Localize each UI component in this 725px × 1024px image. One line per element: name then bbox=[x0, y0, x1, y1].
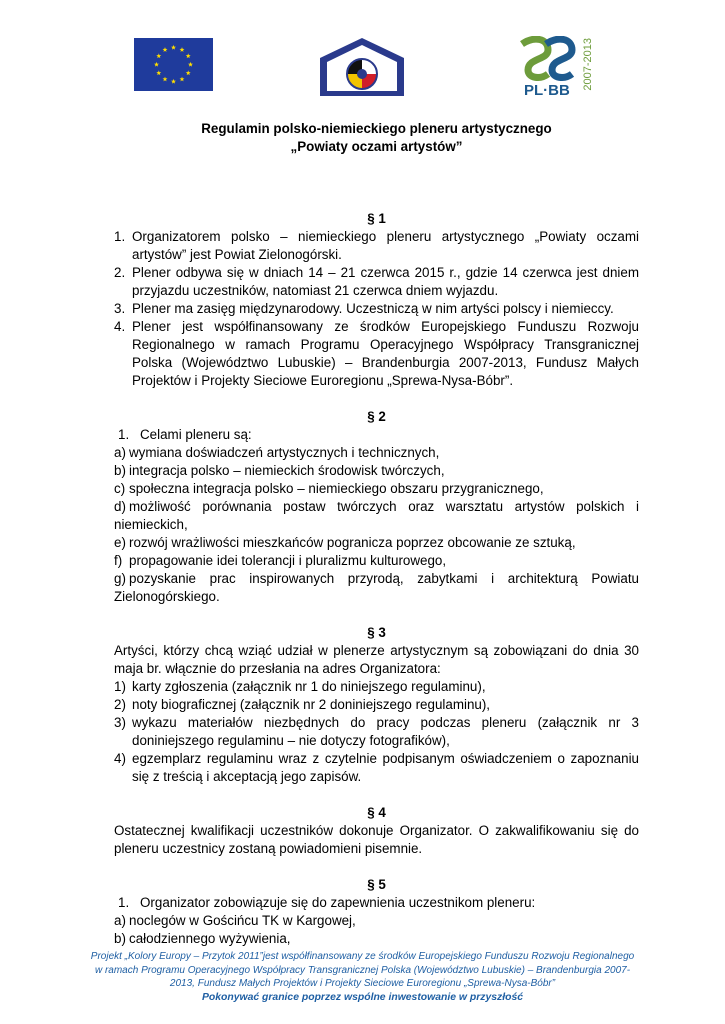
section-2-goals-list-cont2 bbox=[114, 534, 639, 570]
list-item: 1. Organizator zobowiązuje się do zapewnienia uczestnikom pleneru: bbox=[118, 895, 536, 910]
list-item: 1. Celami pleneru są: bbox=[118, 427, 252, 442]
list-item: 4) egzemplarz regulaminu wraz z czytelnie podpisanym oświadczeniem o zapoznaniu się z treścią i akceptacją jego zapisów. bbox=[114, 751, 639, 784]
footer-line-2: w ramach Programu Operacyjnego Współpracy Transgranicznej Polska (Województwo Lubuskie) – Brandenburgia 2007- bbox=[94, 964, 631, 976]
list-item: 1) karty zgłoszenia (załącznik nr 1 do niniejszego regulaminu), bbox=[114, 679, 486, 694]
euroregion-logo bbox=[318, 36, 406, 98]
section-3-intro: Artyści, którzy chcą wziąć udział w plenerze artystycznym są zobowiązani do dnia 30 maja br. włącznie do przesłania na adres Organizatora: bbox=[114, 643, 639, 676]
section-2-goals-list-cont bbox=[114, 498, 639, 534]
list-item: 3. Plener ma zasięg międzynarodowy. Uczestniczą w nim artyści polscy i niemieccy. bbox=[114, 301, 614, 316]
section-5-heading: § 5 bbox=[367, 877, 386, 892]
list-item: 2. Plener odbywa się w dniach 14 – 21 czerwca 2015 r., gdzie 14 czerwca jest dniem przyjazdu uczestników, natomiast 21 czerwca dniem wyjazdu. bbox=[114, 265, 639, 298]
section-5-intro bbox=[114, 894, 639, 912]
eu-flag-logo bbox=[134, 38, 213, 91]
page-footer bbox=[70, 950, 655, 1004]
list-item: d) możliwość porównania postaw twórczych oraz warsztatu artystów polskich i niemieckich, bbox=[114, 499, 639, 532]
section-2-heading: § 2 bbox=[367, 409, 386, 424]
list-item: f) propagowanie idei tolerancji i pluralizmu kulturowego, bbox=[114, 553, 447, 568]
list-item: a) noclegów w Gościńcu TK w Kargowej, bbox=[114, 913, 356, 928]
logo-bar bbox=[0, 36, 725, 106]
section-5-list bbox=[114, 912, 639, 948]
title-line-2: „Powiaty oczami artystów” bbox=[290, 139, 463, 154]
footer-line-3: 2013, Fundusz Małych Projektów i Projekty Sieciowe Euroregionu „Sprewa-Nysa-Bóbr” bbox=[169, 978, 556, 989]
footer-slogan: Pokonywać granice poprzez wspólne inwestowanie w przyszłość bbox=[201, 991, 524, 1003]
plbb-logo bbox=[518, 36, 594, 102]
list-item: e) rozwój wrażliwości mieszkańców pogranicza poprzez obcowanie ze sztuką, bbox=[114, 535, 576, 550]
section-1-list bbox=[114, 228, 639, 390]
list-item: g) pozyskanie prac inspirowanych przyrodą, zabytkami i architekturą Powiatu Zielonogórskiego. bbox=[114, 571, 639, 604]
section-2-goals-list-cont3 bbox=[114, 570, 639, 606]
section-1-heading: § 1 bbox=[367, 211, 386, 226]
document-body bbox=[114, 120, 639, 948]
euroregion-emblem-icon bbox=[318, 36, 406, 98]
footer-line-1: Projekt „Kolory Europy – Przytok 2011”jest współfinansowany ze środków Europejskiego Funduszu Rozwoju Regionalnego bbox=[90, 951, 635, 962]
title-line-1: Regulamin polsko-niemieckiego pleneru artystycznego bbox=[201, 121, 552, 136]
section-4-heading: § 4 bbox=[367, 805, 386, 820]
list-item: b) całodziennego wyżywienia, bbox=[114, 931, 291, 946]
list-item: 1. Organizatorem polsko – niemieckiego pleneru artystycznego „Powiaty oczami artystów” jest Powiat Zielonogórski. bbox=[114, 229, 639, 262]
plbb-years: 2007-2013 bbox=[582, 38, 594, 91]
list-item: c) społeczna integracja polsko – niemieckiego obszaru przygranicznego, bbox=[114, 481, 544, 496]
eu-flag-icon bbox=[134, 38, 213, 91]
section-4-text: Ostatecznej kwalifikacji uczestników dokonuje Organizator. O zakwalifikowaniu się do pleneru uczestnicy zostaną powiadomieni pisemnie. bbox=[114, 823, 639, 856]
section-2-intro bbox=[114, 426, 639, 444]
plbb-mark-icon bbox=[518, 36, 578, 82]
document-title bbox=[114, 120, 639, 156]
list-item: b) integracja polsko – niemieckich środowisk twórczych, bbox=[114, 463, 445, 478]
list-item: a) wymiana doświadczeń artystycznych i technicznych, bbox=[114, 445, 440, 460]
plbb-name: PL·BB bbox=[524, 82, 570, 99]
section-2-goals-list bbox=[114, 444, 639, 498]
section-3-heading: § 3 bbox=[367, 625, 386, 640]
list-item: 3) wykazu materiałów niezbędnych do pracy podczas pleneru (załącznik nr 3 doniniejszego regulaminu – nie dotyczy fotografików), bbox=[114, 715, 639, 748]
list-item: 2) noty biograficznej (załącznik nr 2 doniniejszego regulaminu), bbox=[114, 697, 491, 712]
section-3-list bbox=[114, 678, 639, 786]
list-item: 4. Plener jest współfinansowany ze środków Europejskiego Funduszu Rozwoju Regionalnego w ramach Programu Operacyjnego Współpracy Transgranicznej Polska (Województwo Lubuskie) – Brandenburgia 2007-2013, Fundusz Małych Projektów i Projekty Sieciowe Euroregionu „Sprewa-Nysa-Bóbr”. bbox=[114, 319, 639, 388]
